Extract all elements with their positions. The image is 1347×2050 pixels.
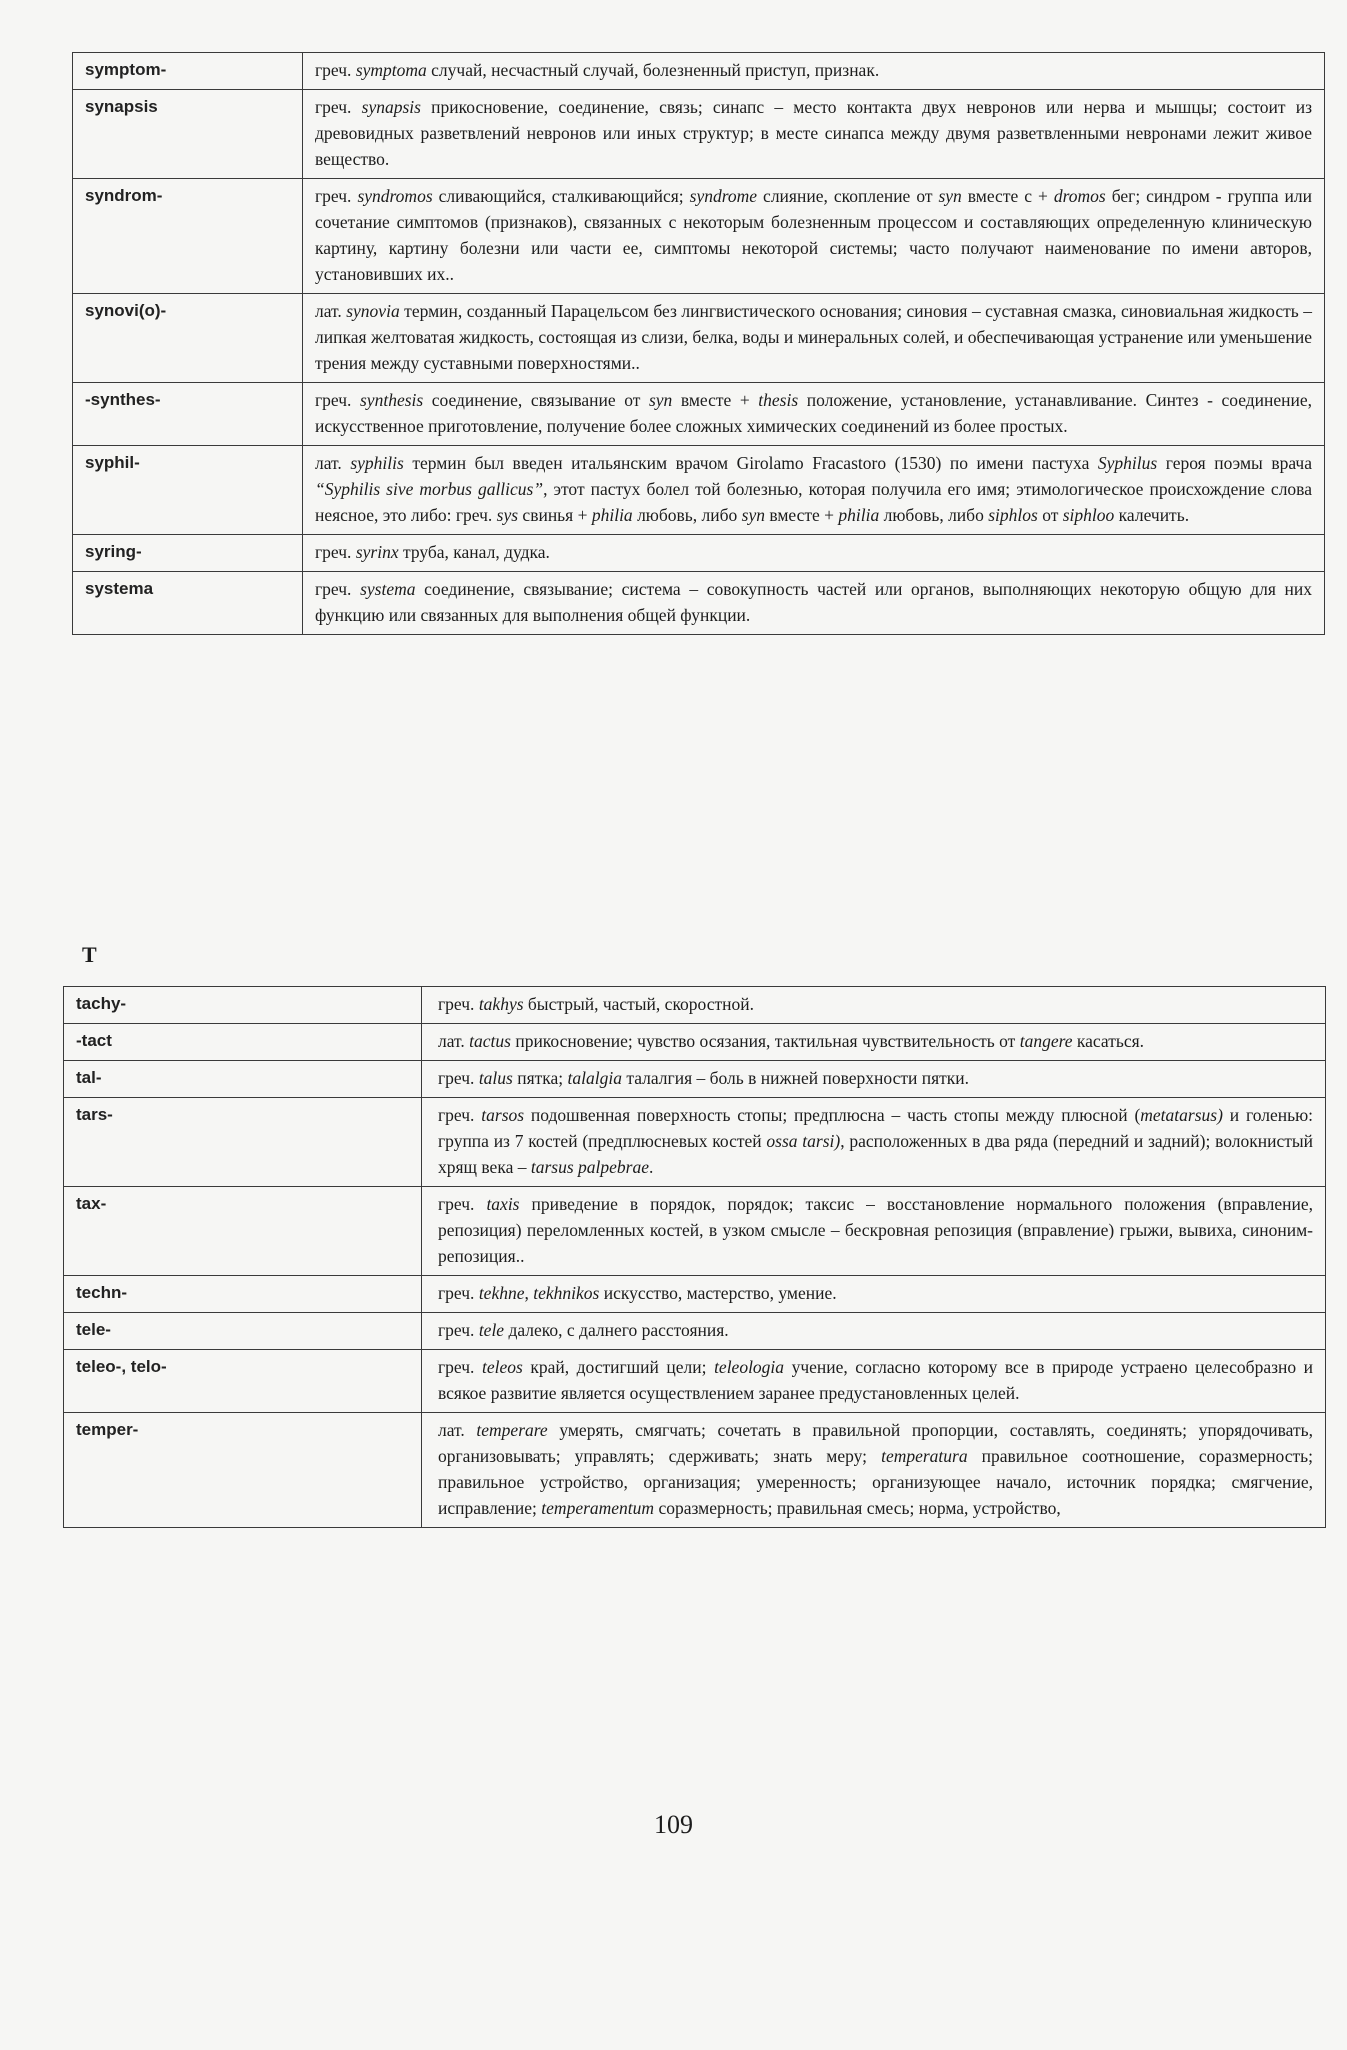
definition-text: греч. bbox=[315, 542, 356, 562]
definition-italic-text: tactus bbox=[469, 1031, 511, 1051]
definition-text: соразмерность; правильная смесь; норма, устройство, bbox=[654, 1498, 1061, 1518]
definition-italic-text: temperare bbox=[476, 1420, 548, 1440]
entry-definition bbox=[303, 179, 1325, 294]
definition-text: учение, согласно которому все в природе устраено целесобразно и всякое развитие является осуществлением заранее предустановленных целей. bbox=[438, 1357, 1314, 1403]
entry-definition bbox=[303, 90, 1325, 179]
entry-row bbox=[64, 1413, 1326, 1528]
entry-row bbox=[73, 446, 1325, 535]
definition-italic-text: siphloo bbox=[1062, 505, 1115, 525]
entry-term: temper- bbox=[64, 1413, 422, 1528]
definition-italic-text: philia bbox=[838, 505, 880, 525]
definition-italic-text: tarsus palpebrae bbox=[530, 1157, 649, 1177]
definition-italic-text: teleos bbox=[481, 1357, 523, 1377]
definition-text: термин, созданный Парацельсом без лингвистического основания; синовия – суставная смазка, синовиальная жидкость – липкая желтоватая жидкость, состоящая из слизи, белка, воды и минеральных солей, и обеспечивающая устранение или уменьшение трения между суставными поверхностями.. bbox=[315, 301, 1312, 373]
entry-definition bbox=[303, 535, 1325, 572]
entry-definition bbox=[422, 1098, 1326, 1187]
definition-text: положение, установление, устанавливание. Синтез - соединение, искусственное приготовление, получение более сложных химических соединений из более простых. bbox=[315, 390, 1313, 436]
definition-italic-text: tele bbox=[478, 1320, 505, 1340]
definition-text: греч. bbox=[438, 1283, 479, 1303]
definition-text: случай, несчастный случай, болезненный приступ, признак. bbox=[426, 60, 880, 80]
definition-text: далеко, с далнего расстояния. bbox=[504, 1320, 729, 1340]
definition-text: греч. bbox=[438, 1068, 479, 1088]
entry-row bbox=[73, 53, 1325, 90]
definition-italic-text: teleologia bbox=[714, 1357, 785, 1377]
definition-italic-text: metatarsus) bbox=[1140, 1105, 1223, 1125]
definition-text: , расположенных в два ряда (передний и задний); волокнистый хрящ века – bbox=[438, 1131, 1313, 1177]
definition-text: соединение, связывание от bbox=[423, 390, 649, 410]
entry-row bbox=[73, 294, 1325, 383]
definition-italic-text: takhys bbox=[478, 994, 524, 1014]
entry-row bbox=[64, 1024, 1326, 1061]
definition-text: прикосновение; чувство осязания, тактильная чувствительность от bbox=[510, 1031, 1020, 1051]
definition-text: прикосновение, соединение, связь; синапс – место контакта двух невронов или нерва и мышцы; состоит из древовидных разветвлений невронов или иных структур; в месте синапса между двумя разветвленными невронами лежит живое вещество. bbox=[315, 97, 1312, 169]
definition-italic-text: symptoma bbox=[355, 60, 427, 80]
definition-italic-text: temperamentum bbox=[541, 1498, 655, 1518]
entry-definition bbox=[422, 1276, 1326, 1313]
entry-row bbox=[64, 1276, 1326, 1313]
entry-term: tele- bbox=[64, 1313, 422, 1350]
definition-text: талалгия – боль в нижней поверхности пятки. bbox=[622, 1068, 970, 1088]
definition-italic-text: tekhne bbox=[478, 1283, 525, 1303]
entry-definition bbox=[422, 1187, 1326, 1276]
entry-term: synapsis bbox=[73, 90, 303, 179]
definition-text: подошвенная поверхность стопы; предплюсна – часть стопы между плюсной ( bbox=[524, 1105, 1141, 1125]
entry-row bbox=[73, 535, 1325, 572]
definition-text: любовь, либо bbox=[879, 505, 989, 525]
definition-text: греч. bbox=[315, 390, 360, 410]
definition-italic-text: Syphilus bbox=[1097, 453, 1158, 473]
definition-italic-text: dromos bbox=[1053, 186, 1106, 206]
definition-italic-text: tangere bbox=[1019, 1031, 1073, 1051]
entry-term: syndrom- bbox=[73, 179, 303, 294]
dictionary-table-s bbox=[72, 52, 1325, 635]
definition-text: слияние, скопление от bbox=[757, 186, 939, 206]
entry-row bbox=[73, 179, 1325, 294]
definition-text: лат. bbox=[438, 1031, 470, 1051]
definition-italic-text: philia bbox=[591, 505, 633, 525]
definition-text: искусство, мастерство, умение. bbox=[599, 1283, 837, 1303]
entry-definition bbox=[422, 1313, 1326, 1350]
definition-text: , этот пастух болел той болезнью, которая получила его имя; этимологическое происхождение слова неясное, это либо: греч. bbox=[315, 479, 1312, 525]
entry-term: syring- bbox=[73, 535, 303, 572]
definition-text: греч. bbox=[315, 97, 362, 117]
definition-italic-text: syphilis bbox=[350, 453, 404, 473]
definition-italic-text: “Syphilis sive morbus gallicus” bbox=[315, 479, 544, 499]
definition-italic-text: tarsos bbox=[481, 1105, 525, 1125]
entry-definition bbox=[422, 1350, 1326, 1413]
page-number: 109 bbox=[654, 1810, 693, 1839]
definition-text: край, достигший цели; bbox=[522, 1357, 715, 1377]
definition-italic-text: syndromos bbox=[357, 186, 433, 206]
definition-text: и голенью: группа из 7 костей (предплюсневых костей bbox=[438, 1105, 1313, 1151]
definition-text: пятка; bbox=[512, 1068, 568, 1088]
entry-term: tal- bbox=[64, 1061, 422, 1098]
entry-term: -tact bbox=[64, 1024, 422, 1061]
entry-term: synovi(o)- bbox=[73, 294, 303, 383]
entry-row bbox=[64, 1313, 1326, 1350]
entry-definition bbox=[422, 987, 1326, 1024]
definition-italic-text: syrinx bbox=[355, 542, 399, 562]
definition-italic-text: synovia bbox=[346, 301, 400, 321]
entry-definition bbox=[303, 383, 1325, 446]
entry-term: -synthes- bbox=[73, 383, 303, 446]
definition-italic-text: siphlos bbox=[988, 505, 1038, 525]
entry-row bbox=[64, 987, 1326, 1024]
entry-row bbox=[64, 1061, 1326, 1098]
entry-term: syphil- bbox=[73, 446, 303, 535]
definition-text: вместе + bbox=[672, 390, 759, 410]
entry-term: tachy- bbox=[64, 987, 422, 1024]
dictionary-table-t bbox=[63, 986, 1326, 1528]
definition-italic-text: ossa tarsi) bbox=[766, 1131, 841, 1151]
entry-definition bbox=[303, 53, 1325, 90]
definition-text: . bbox=[648, 1157, 654, 1177]
definition-text: касаться. bbox=[1072, 1031, 1145, 1051]
entry-row bbox=[64, 1187, 1326, 1276]
definition-text: труба, канал, дудка. bbox=[398, 542, 550, 562]
definition-text: греч. bbox=[438, 994, 479, 1014]
definition-italic-text: talus bbox=[478, 1068, 513, 1088]
definition-italic-text: temperatura bbox=[881, 1446, 968, 1466]
definition-italic-text: tekhnikos bbox=[533, 1283, 600, 1303]
entry-definition bbox=[422, 1413, 1326, 1528]
definition-italic-text: thesis bbox=[758, 390, 799, 410]
definition-text: калечить. bbox=[1114, 505, 1190, 525]
definition-text: правильное соотношение, соразмерность; правильное устройство, организация; умеренность; организующее начало, источник порядка; смягчение, исправление; bbox=[438, 1446, 1313, 1518]
entry-row bbox=[73, 383, 1325, 446]
definition-italic-text: sys bbox=[496, 505, 519, 525]
definition-text: лат. bbox=[315, 301, 347, 321]
definition-text: , bbox=[524, 1283, 534, 1303]
definition-text: греч. bbox=[315, 60, 356, 80]
entry-definition bbox=[303, 572, 1325, 635]
definition-text: соединение, связывание; система – совокупность частей или органов, выполняющих некоторую общую для них функцию или связанных для выполнения общей функции. bbox=[315, 579, 1313, 625]
definition-text: греч. bbox=[438, 1320, 479, 1340]
definition-italic-text: synthesis bbox=[360, 390, 424, 410]
definition-text: лат. bbox=[438, 1420, 477, 1440]
section-letter-heading: T bbox=[82, 942, 97, 967]
definition-text: приведение в порядок, порядок; таксис – восстановление нормального положения (вправление, репозиция) переломленных костей, в узком смысле – бескровная репозиция (вправление) грыжи, вывиха, синоним- репозиция.. bbox=[438, 1194, 1313, 1266]
entry-term: tax- bbox=[64, 1187, 422, 1276]
definition-italic-text: synapsis bbox=[361, 97, 421, 117]
entry-definition bbox=[303, 446, 1325, 535]
definition-italic-text: systema bbox=[360, 579, 416, 599]
definition-text: от bbox=[1037, 505, 1063, 525]
definition-text: греч. bbox=[315, 579, 361, 599]
definition-italic-text: taxis bbox=[486, 1194, 520, 1214]
definition-italic-text: talalgia bbox=[567, 1068, 622, 1088]
entry-term: systema bbox=[73, 572, 303, 635]
definition-text: героя поэмы врача bbox=[1157, 453, 1312, 473]
definition-italic-text: syndrome bbox=[689, 186, 758, 206]
definition-text: термин был введен итальянским врачом Girolamo Fracastoro (1530) по имени пастуха bbox=[403, 453, 1098, 473]
entry-row bbox=[73, 572, 1325, 635]
definition-text: умерять, смягчать; сочетать в правильной пропорции, составлять, соединять; упорядочивать, организовывать; управлять; сдерживать; знать меру; bbox=[438, 1420, 1313, 1466]
entry-term: symptom- bbox=[73, 53, 303, 90]
definition-text: свинья + bbox=[518, 505, 592, 525]
entry-definition bbox=[303, 294, 1325, 383]
entry-row bbox=[64, 1098, 1326, 1187]
entry-term: teleo-, telo- bbox=[64, 1350, 422, 1413]
entry-row bbox=[64, 1350, 1326, 1413]
definition-text: любовь, либо bbox=[632, 505, 742, 525]
definition-text: греч. bbox=[438, 1105, 482, 1125]
definition-text: сливающийся, сталкивающийся; bbox=[432, 186, 690, 206]
definition-text: вместе + bbox=[764, 505, 839, 525]
definition-italic-text: syn bbox=[741, 505, 765, 525]
definition-text: бег; синдром - группа или сочетание симптомов (признаков), связанных с некоторым болезненным процессом и составляющих определенную клиническую картину, картину болезни или части ее, симптомы некоторой системы; часто получают наименование по имени авторов, установивших их.. bbox=[315, 186, 1313, 284]
definition-italic-text: syn bbox=[648, 390, 673, 410]
definition-text: вместе с + bbox=[961, 186, 1054, 206]
definition-text: быстрый, частый, скоростной. bbox=[523, 994, 755, 1014]
entry-definition bbox=[422, 1024, 1326, 1061]
definition-text: лат. bbox=[315, 453, 351, 473]
definition-italic-text: syn bbox=[938, 186, 962, 206]
definition-text: греч. bbox=[438, 1357, 482, 1377]
definition-text: греч. bbox=[438, 1194, 487, 1214]
entry-term: techn- bbox=[64, 1276, 422, 1313]
definition-text: греч. bbox=[315, 186, 358, 206]
entry-definition bbox=[422, 1061, 1326, 1098]
entry-row bbox=[73, 90, 1325, 179]
entry-term: tars- bbox=[64, 1098, 422, 1187]
